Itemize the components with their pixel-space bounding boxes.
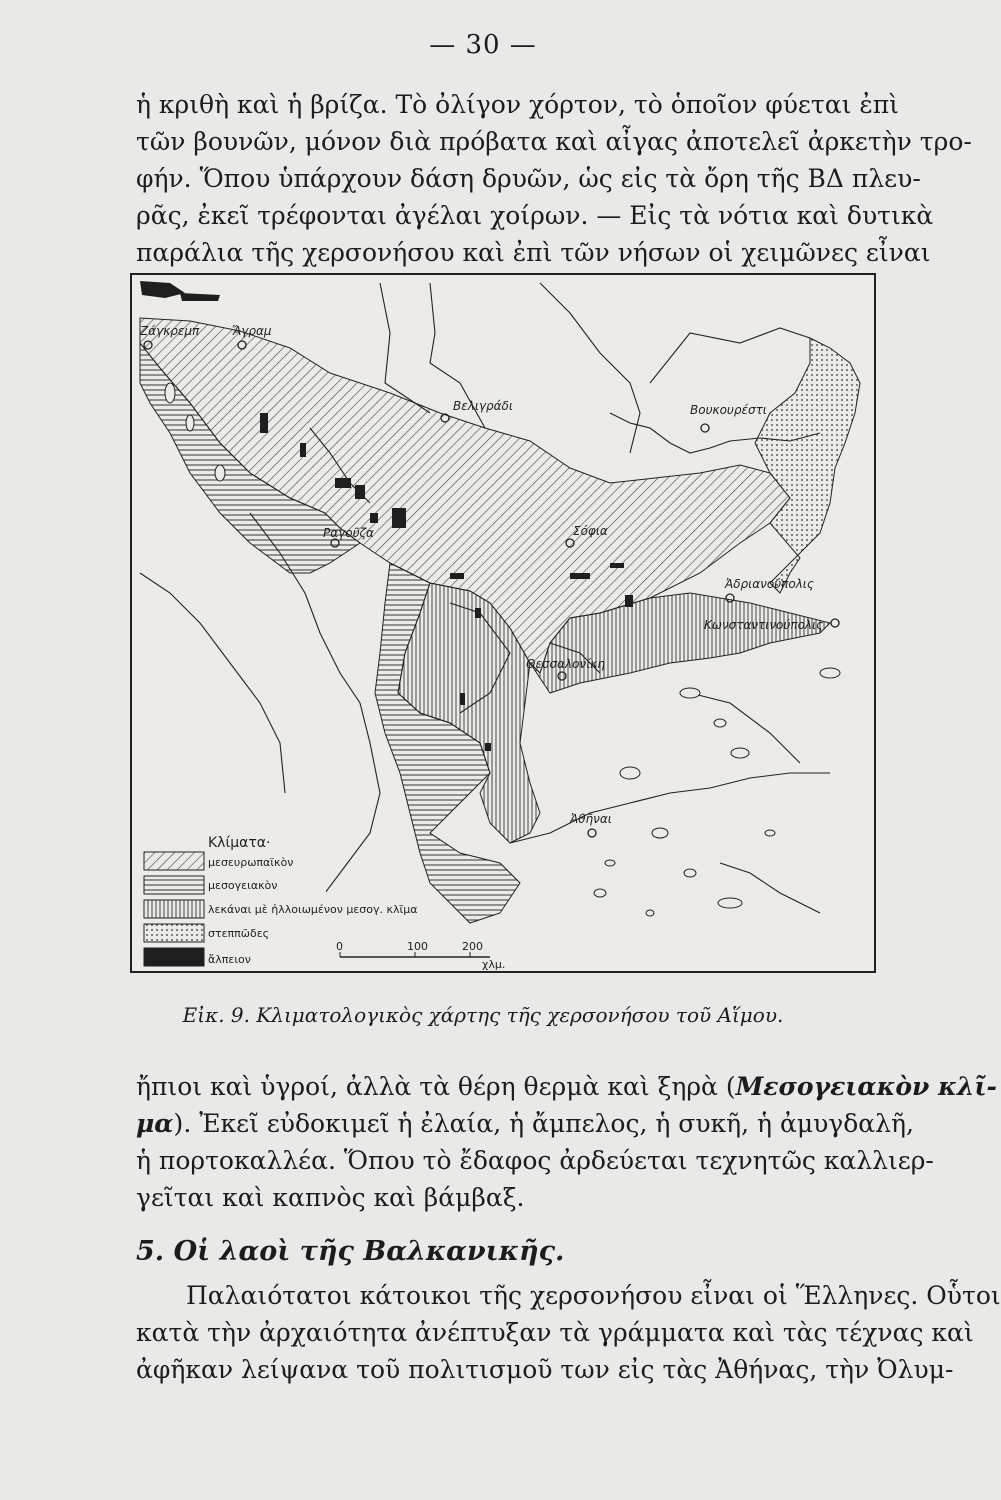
legend-label-altered-basins: λεκάναι μὲ ἠλλοιωμένον μεσογ. κλῖμα	[208, 903, 418, 916]
section-heading: 5. Οἱ λαοὶ τῆς Βαλκανικῆς.	[136, 1236, 565, 1267]
legend-title: Κλίματα·	[208, 835, 271, 851]
scale-unit: χλμ.	[482, 958, 506, 971]
text-line: γεῖται καὶ καπνὸς καὶ βάμβαξ.	[136, 1183, 525, 1212]
text-line: ἡ κριθὴ καὶ ἡ βρίζα. Τὸ ὀλίγον χόρτον, τὸ ὁποῖον φύεται ἐπὶ	[136, 90, 899, 119]
text-line: ρᾶς, ἐκεῖ τρέφονται ἀγέλαι χοίρων. — Εἰς τὰ νότια καὶ δυτικὰ	[136, 201, 934, 230]
text-line: κατὰ τὴν ἀρχαιότητα ἀνέπτυξαν τὰ γράμματα καὶ τὰς τέχνας καὶ	[136, 1318, 974, 1347]
city-thessaloniki: Θεσσαλονίκη	[526, 657, 605, 671]
legend-swatch-mediterranean	[144, 876, 204, 894]
text-line: Παλαιότατοι κάτοικοι τῆς χερσονήσου εἶναι οἱ Ἕλληνες. Οὗτοι	[186, 1281, 1001, 1310]
emphasis-term: Μεσογειακὸν κλῖ-	[735, 1072, 997, 1101]
scale-tick-100: 100	[407, 940, 428, 953]
city-agram: Ἄγραμ	[232, 324, 272, 338]
text-line	[136, 1068, 997, 1105]
paragraph-last	[136, 1277, 1001, 1388]
city-ragusa: Ραγοῦζα	[323, 526, 374, 540]
text-line: ἡ πορτοκαλλέα. Ὅπου τὸ ἔδαφος ἀρδεύεται τεχνητῶς καλλιερ-	[136, 1146, 934, 1175]
paragraph-top	[136, 86, 972, 271]
text-line: φήν. Ὅπου ὑπάρχουν δάση δρυῶν, ὡς εἰς τὰ ὄρη τῆς ΒΔ πλευ-	[136, 164, 921, 193]
city-belgrade: Βελιγράδι	[453, 399, 513, 413]
legend-swatch-steppe	[144, 924, 204, 942]
text-run: )	[173, 1109, 184, 1138]
legend-swatch-altered-basins	[144, 900, 204, 918]
city-zagreb: Ζάγκρεμπ	[140, 324, 200, 338]
page-number: — 30 —	[429, 30, 537, 60]
climate-map	[130, 273, 876, 973]
paragraph-after	[136, 1068, 997, 1216]
city-constantinople: Κωνσταντινούπολις	[704, 618, 824, 632]
legend-label-steppe: στεππῶδες	[208, 927, 270, 940]
figure-caption: Εἰκ. 9. Κλιματολογικὸς χάρτης τῆς χερσονήσου τοῦ Αἵμου.	[182, 1003, 784, 1027]
city-bucharest: Βουκουρέστι	[690, 403, 767, 417]
text-line: μα). Ἐκεῖ εὐδοκιμεῖ ἡ ἐλαία, ἡ ἄμπελος, ἡ συκῆ, ἡ ἀμυγδαλῆ,	[136, 1109, 914, 1138]
text-line: ἀφῆκαν λείψανα τοῦ πολιτισμοῦ των εἰς τὰς Ἀθήνας, τὴν Ὀλυμ-	[136, 1355, 954, 1384]
legend-swatch-mid-european	[144, 852, 204, 870]
city-sofia: Σόφια	[573, 524, 608, 538]
text-run: ἤπιοι καὶ ὑγροί, ἀλλὰ τὰ θέρη θερμὰ καὶ ξηρὰ (	[136, 1072, 736, 1101]
legend-label-alpine: ἄλπειον	[208, 953, 251, 966]
city-athens: Ἀθῆναι	[570, 812, 612, 826]
city-adrianople: Ἀδριανούπολις	[725, 577, 814, 591]
legend-label-mediterranean: μεσογειακὸν	[208, 879, 278, 892]
scale-tick-0: 0	[336, 940, 343, 953]
legend-label-mid-european: μεσευρωπαϊκὸν	[208, 856, 294, 869]
text-line: τῶν βουνῶν, μόνον διὰ πρόβατα καὶ αἶγας ἀποτελεῖ ἀρκετὴν τρο-	[136, 127, 972, 156]
text-line: παράλια τῆς χερσονήσου καὶ ἐπὶ τῶν νήσων οἱ χειμῶνες εἶναι	[136, 238, 931, 267]
legend-swatch-alpine	[144, 948, 204, 966]
climate-map-figure	[130, 273, 876, 973]
scale-tick-200: 200	[462, 940, 483, 953]
